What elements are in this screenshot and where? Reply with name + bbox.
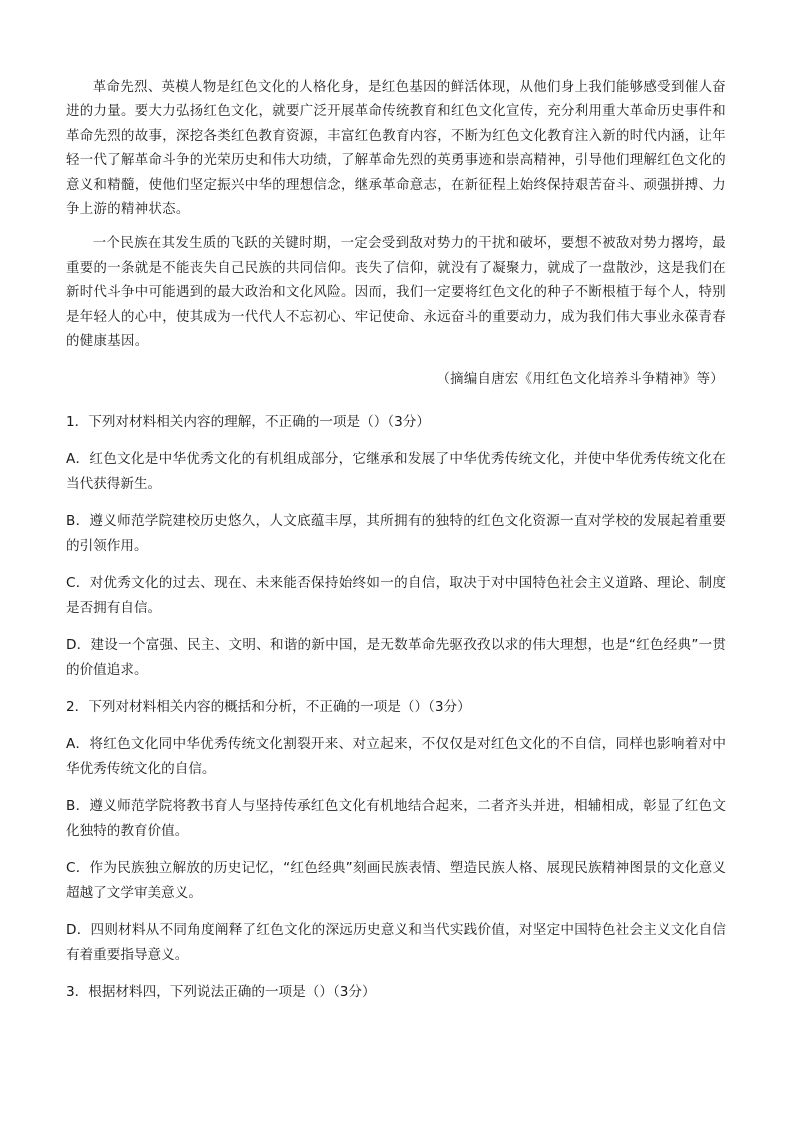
question-3 bbox=[66, 980, 726, 1005]
option-d: D．四则材料从不同角度阐释了红色文化的深远历史意义和当代实践价值，对坚定中国特色社会主义文化自信有着重要指导意义。 bbox=[66, 922, 726, 964]
question-stem: 2．下列对材料相关内容的概括和分析，不正确的一项是（）（3分） bbox=[66, 699, 471, 716]
option-b: B．遵义师范学院建校历史悠久，人文底蕴丰厚，其所拥有的独特的红色文化资源一直对学校的发展起着重要的引领作用。 bbox=[66, 513, 726, 555]
question-stem: 1．下列对材料相关内容的理解，不正确的一项是（）（3分） bbox=[66, 414, 430, 431]
option-a: A．将红色文化同中华优秀传统文化割裂开来、对立起来，不仅仅是对红色文化的不自信，同样也影响着对中华优秀传统文化的自信。 bbox=[66, 736, 726, 778]
option-b: B．遵义师范学院将教书育人与坚持传承红色文化有机地结合起来，二者齐头并进，相辅相成，彰显了红色文化独特的教育价值。 bbox=[66, 798, 726, 840]
option-c: C．对优秀文化的过去、现在、未来能否保持始终如一的自信，取决于对中国特色社会主义道路、理论、制度是否拥有自信。 bbox=[66, 575, 726, 617]
question-stem: 3．根据材料四，下列说法正确的一项是（）（3分） bbox=[66, 984, 376, 1001]
option-a: A．红色文化是中华优秀文化的有机组成部分，它继承和发展了中华优秀传统文化，并使中华优秀传统文化在当代获得新生。 bbox=[66, 451, 726, 493]
option-d: D．建设一个富强、民主、文明、和谐的新中国，是无数革命先驱孜孜以求的伟大理想，也是“红色经典”一贯的价值追求。 bbox=[66, 637, 726, 679]
question-1 bbox=[66, 410, 726, 683]
passage-paragraph-2: 一个民族在其发生质的飞跃的关键时期，一定会受到敌对势力的干扰和破坏，要想不被敌对势力撂垮，最重要的一条就是不能丧失自己民族的共同信仰。丧失了信仰，就没有了凝聚力，就成了一盘散沙，这是我们在新时代斗争中可能遇到的最大政治和文化风险。因而，我们一定要将红色文化的种子不断根植于每个人，特别是年轻人的心中，使其成为一代代人不忘初心、牢记使命、永远奋斗的重要动力，成为我们伟大事业永葆青春的健康基因。 bbox=[66, 236, 726, 350]
passage-paragraph-1: 革命先烈、英模人物是红色文化的人格化身，是红色基因的鲜活体现，从他们身上我们能够感受到催人奋进的力量。要大力弘扬红色文化，就要广泛开展革命传统教育和红色文化宣传，充分利用重大革命历史事件和革命先烈的故事，深挖各类红色教育资源，丰富红色教育内容，不断为红色文化教育注入新的时代内涵，让年轻一代了解革命斗争的光荣历史和伟大功绩，了解革命先烈的英勇事迹和崇高精神，引导他们理解红色文化的意义和精髓，使他们坚定振兴中华的理想信念，继承革命意志，在新征程上始终保持艰苦奋斗、顽强拼搏、力争上游的精神状态。 bbox=[66, 80, 726, 218]
source-citation: （摘编自唐宏《用红色文化培养斗争精神》等） bbox=[436, 372, 724, 388]
question-2 bbox=[66, 695, 726, 968]
option-c: C．作为民族独立解放的历史记忆，“红色经典”刻画民族表情、塑造民族人格、展现民族精神图景的文化意义超越了文学审美意义。 bbox=[66, 860, 726, 902]
